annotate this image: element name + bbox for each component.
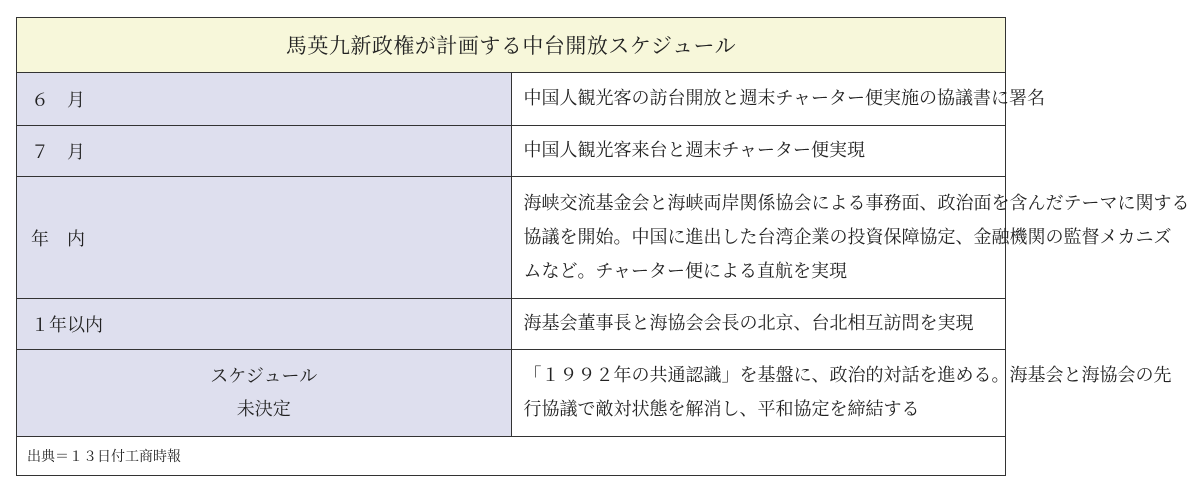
- table-row: [17, 73, 1006, 126]
- table-title: 馬英九新政権が計画する中台開放スケジュール: [17, 18, 1006, 73]
- content-line: ムなど。チャーター便による直航を実現: [523, 260, 847, 282]
- table-row: [17, 177, 1006, 299]
- schedule-table: [16, 17, 1190, 476]
- content-line: 「１９９２年の共通認識」を基盤に、政治的対話を進める。海基会と海協会の先: [523, 365, 1172, 386]
- row-content-june: [511, 73, 1045, 126]
- row-content-undecided: [511, 350, 1172, 437]
- source-note: 出典＝１３日付工商時報: [17, 437, 1006, 476]
- content-line: 海基会董事長と海協会会長の北京、台北相互訪問を実現: [523, 313, 974, 334]
- source-row: [17, 437, 1006, 476]
- row-label-june: ６ 月: [17, 73, 512, 126]
- row-label-july: ７ 月: [17, 126, 512, 177]
- content-line: 海峡交流基金会と海峡両岸関係協会による事務面、政治面を含んだテーマに関する: [523, 192, 1190, 214]
- table-row: [17, 350, 1006, 437]
- row-label-undecided: [17, 350, 512, 437]
- label-line: 未決定: [236, 399, 291, 420]
- row-label-within-year: 年 内: [17, 177, 512, 299]
- content-line: 協議を開始。中国に進出した台湾企業の投資保障協定、金融機関の監督メカニズ: [523, 226, 1172, 248]
- content-line: 中国人観光客来台と週末チャーター便実現: [523, 140, 865, 161]
- row-content-within-year: [511, 177, 1190, 299]
- content-line: 行協議で敵対状態を解消し、平和協定を締結する: [523, 399, 920, 420]
- content-line: 中国人観光客の訪台開放と週末チャーター便実施の協議書に署名: [523, 88, 1045, 109]
- label-line: スケジュール: [210, 366, 318, 387]
- row-content-one-year: [511, 299, 1006, 350]
- title-row: [17, 18, 1006, 73]
- table-row: [17, 299, 1006, 350]
- row-label-one-year: １年以内: [17, 299, 512, 350]
- row-content-july: [511, 126, 1006, 177]
- table-row: [17, 126, 1006, 177]
